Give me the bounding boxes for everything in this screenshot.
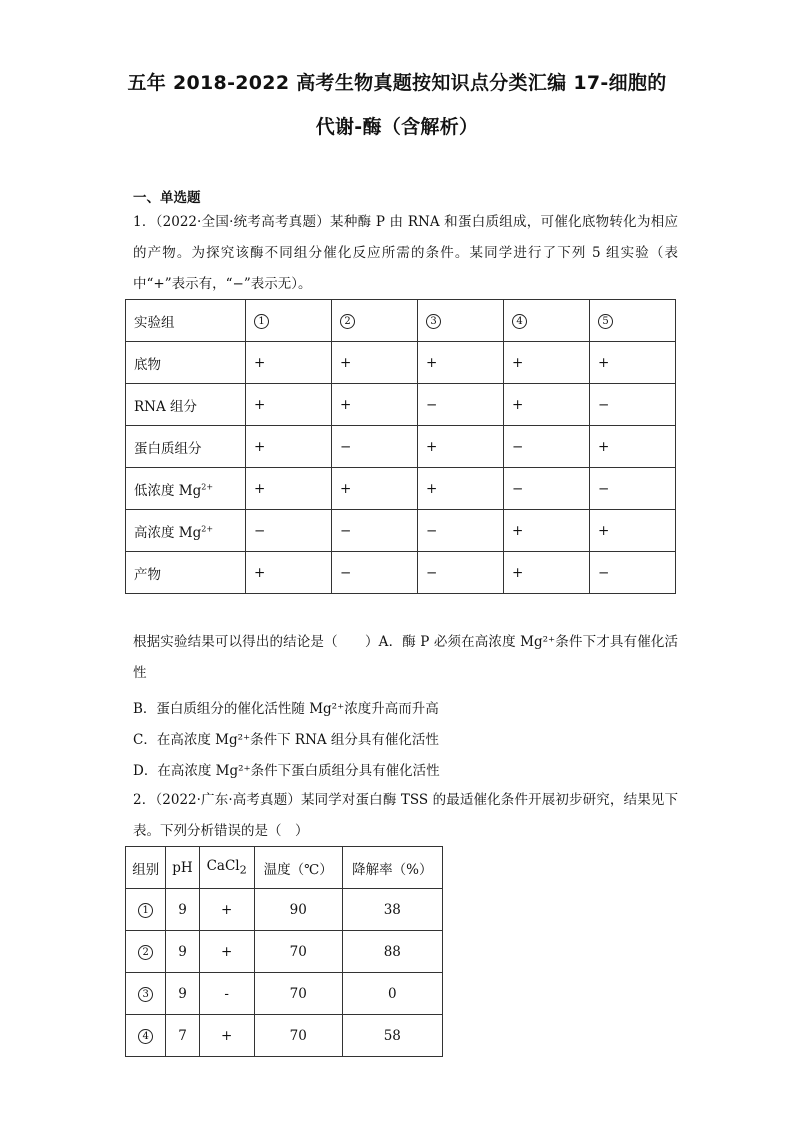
table-row bbox=[126, 510, 676, 552]
table-cell: − bbox=[590, 552, 676, 594]
table-row bbox=[126, 889, 443, 931]
group-id-cell bbox=[126, 931, 166, 973]
row-label-cell bbox=[126, 342, 246, 384]
question-2-stem: 2．（2022·广东·高考真题）某同学对蛋白酶 TSS 的最适催化条件开展初步研究，结果见下表。下列分析错误的是（ ） bbox=[133, 792, 678, 839]
table-cell: + bbox=[246, 384, 332, 426]
circled-number: 3 bbox=[426, 314, 441, 329]
table-cell: 38 bbox=[342, 889, 442, 931]
table-header-row bbox=[126, 300, 676, 342]
table-cell: + bbox=[504, 510, 590, 552]
table-cell: + bbox=[332, 342, 418, 384]
table-cell: + bbox=[332, 384, 418, 426]
table-cell: − bbox=[590, 384, 676, 426]
tss-table bbox=[125, 846, 443, 1057]
table-cell: + bbox=[246, 342, 332, 384]
table-cell: 9 bbox=[166, 973, 199, 1015]
row-label-cell bbox=[126, 510, 246, 552]
table-cell: 90 bbox=[254, 889, 342, 931]
row-label-superscript: 2+ bbox=[201, 482, 214, 491]
circled-number: 1 bbox=[138, 903, 153, 918]
table-cell: 70 bbox=[254, 973, 342, 1015]
option-c: C．在高浓度 Mg²⁺条件下 RNA 组分具有催化活性 bbox=[133, 732, 439, 748]
table-row bbox=[126, 552, 676, 594]
table-cell: + bbox=[504, 384, 590, 426]
circled-number: 4 bbox=[138, 1029, 153, 1044]
table-cell: + bbox=[246, 552, 332, 594]
table-cell: + bbox=[418, 342, 504, 384]
title-line-1: 五年 2018-2022 高考生物真题按知识点分类汇编 17-细胞的 bbox=[127, 72, 667, 94]
table-cell: + bbox=[199, 1015, 254, 1057]
row-label: 底物 bbox=[134, 356, 161, 373]
table-cell: + bbox=[504, 342, 590, 384]
circled-number: 1 bbox=[254, 314, 269, 329]
header-cell: 温度（℃） bbox=[254, 847, 342, 889]
table-cell: 0 bbox=[342, 973, 442, 1015]
table-row bbox=[126, 973, 443, 1015]
circled-number: 2 bbox=[138, 945, 153, 960]
option-b: B．蛋白质组分的催化活性随 Mg²⁺浓度升高而升高 bbox=[133, 701, 439, 717]
row-label-superscript: 2+ bbox=[201, 524, 214, 533]
table-row bbox=[126, 931, 443, 973]
table-cell: + bbox=[504, 552, 590, 594]
row-label-cell bbox=[126, 468, 246, 510]
row-label: 高浓度 Mg bbox=[134, 524, 202, 541]
table-row bbox=[126, 1015, 443, 1057]
row-label-cell bbox=[126, 552, 246, 594]
row-label-cell bbox=[126, 384, 246, 426]
circled-number: 5 bbox=[598, 314, 613, 329]
header-cell bbox=[590, 300, 676, 342]
table-cell: + bbox=[332, 468, 418, 510]
group-id-cell bbox=[126, 1015, 166, 1057]
table-cell: 9 bbox=[166, 889, 199, 931]
row-label-cell bbox=[126, 426, 246, 468]
header-cell: pH bbox=[166, 847, 199, 889]
circled-number: 4 bbox=[512, 314, 527, 329]
table-cell: 88 bbox=[342, 931, 442, 973]
table-cell: + bbox=[199, 889, 254, 931]
table-cell: − bbox=[332, 426, 418, 468]
header-cell bbox=[332, 300, 418, 342]
header-cell bbox=[246, 300, 332, 342]
question-1-stem: 1．（2022·全国·统考高考真题）某种酶 P 由 RNA 和蛋白质组成，可催化底物转化为相应的产物。为探究该酶不同组分催化反应所需的条件。某同学进行了下列 5 组实验（表中“+”表示有，“−”表示无）。 bbox=[133, 214, 678, 292]
table-cell: − bbox=[332, 510, 418, 552]
title-line-2: 代谢-酶（含解析） bbox=[315, 116, 479, 138]
header-cell: 实验组 bbox=[126, 300, 246, 342]
table-cell: 7 bbox=[166, 1015, 199, 1057]
table-cell: − bbox=[504, 426, 590, 468]
table-cell: + bbox=[418, 426, 504, 468]
circled-number: 2 bbox=[340, 314, 355, 329]
table-cell: - bbox=[199, 973, 254, 1015]
row-label: 蛋白质组分 bbox=[134, 440, 202, 457]
question-1-prompt: 根据实验结果可以得出的结论是（ ）A．酶 P 必须在高浓度 Mg²⁺条件下才具有催化活性 bbox=[133, 634, 678, 681]
cacl-subscript: 2 bbox=[239, 863, 247, 877]
group-id-cell bbox=[126, 973, 166, 1015]
table-cell: − bbox=[418, 510, 504, 552]
table-row bbox=[126, 468, 676, 510]
table-cell: − bbox=[590, 468, 676, 510]
table-row bbox=[126, 384, 676, 426]
table-header-row bbox=[126, 847, 443, 889]
table-cell: − bbox=[246, 510, 332, 552]
table-cell: 70 bbox=[254, 931, 342, 973]
tss-table-body bbox=[126, 889, 443, 1057]
row-label: 低浓度 Mg bbox=[134, 482, 202, 499]
option-d: D．在高浓度 Mg²⁺条件下蛋白质组分具有催化活性 bbox=[133, 763, 440, 779]
header-cell bbox=[199, 847, 254, 889]
group-id-cell bbox=[126, 889, 166, 931]
table-cell: 70 bbox=[254, 1015, 342, 1057]
table-cell: + bbox=[246, 468, 332, 510]
table-cell: 9 bbox=[166, 931, 199, 973]
circled-number: 3 bbox=[138, 987, 153, 1002]
experiment-table-body bbox=[126, 342, 676, 594]
row-label: 产物 bbox=[134, 566, 161, 583]
experiment-table bbox=[125, 299, 676, 594]
table-cell: − bbox=[418, 384, 504, 426]
cacl-label: CaCl bbox=[206, 858, 240, 875]
section-heading: 一、单选题 bbox=[133, 190, 201, 206]
table-cell: + bbox=[590, 426, 676, 468]
table-cell: + bbox=[590, 510, 676, 552]
table-cell: + bbox=[590, 342, 676, 384]
header-cell: 组别 bbox=[126, 847, 166, 889]
table-cell: 58 bbox=[342, 1015, 442, 1057]
header-cell bbox=[418, 300, 504, 342]
table-cell: − bbox=[332, 552, 418, 594]
header-cell bbox=[504, 300, 590, 342]
table-cell: + bbox=[246, 426, 332, 468]
table-cell: − bbox=[504, 468, 590, 510]
table-row bbox=[126, 342, 676, 384]
row-label: RNA 组分 bbox=[134, 398, 198, 415]
table-row bbox=[126, 426, 676, 468]
table-cell: + bbox=[418, 468, 504, 510]
table-cell: + bbox=[199, 931, 254, 973]
table-cell: − bbox=[418, 552, 504, 594]
header-cell: 降解率（%） bbox=[342, 847, 442, 889]
